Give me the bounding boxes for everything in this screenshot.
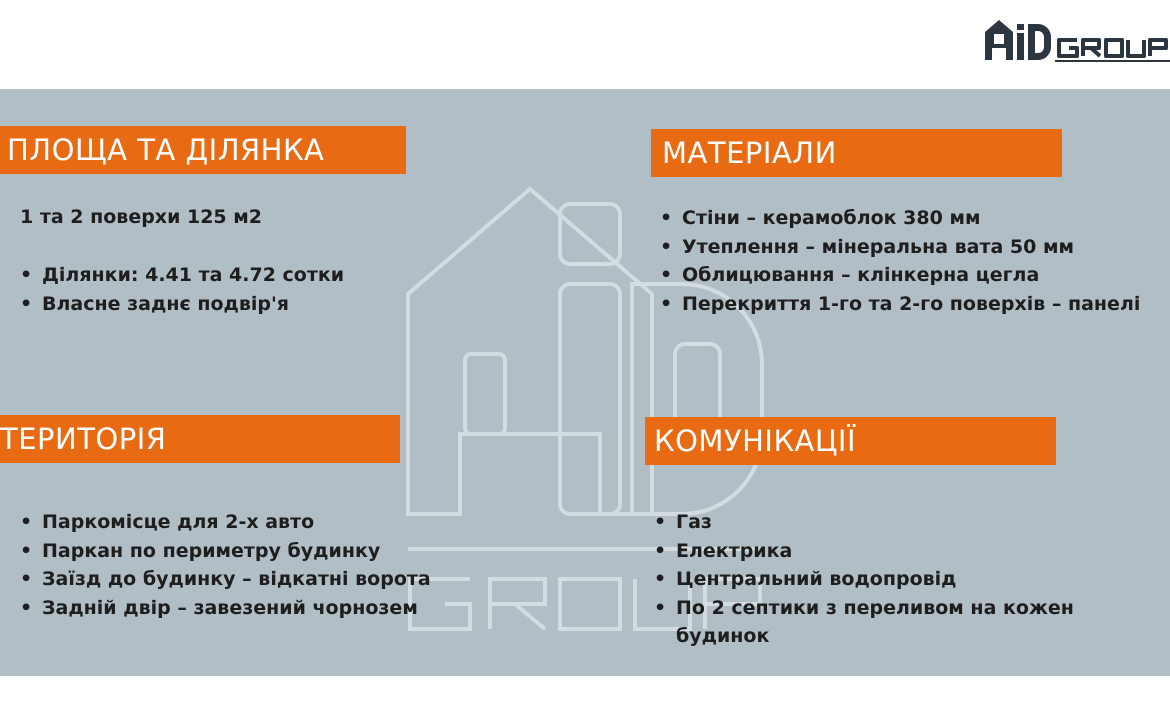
materials-section-title: МАТЕРІАЛИ [651, 129, 1062, 177]
list-item: • Власне заднє подвір'я [20, 290, 400, 319]
list-item: • Ділянки: 4.41 та 4.72 сотки [20, 261, 400, 290]
content-panel [0, 89, 1170, 676]
territory-section-title: ТЕРИТОРІЯ [0, 415, 400, 463]
aid-group-logo [985, 18, 1170, 62]
list-item: • Паркомісце для 2-х авто [20, 508, 500, 537]
list-item: • По 2 септики з переливом на кожен будинок [654, 594, 1074, 651]
list-item: • Перекриття 1-го та 2-го поверхів – панелі [660, 290, 1150, 319]
list-item: • Облицювання – клінкерна цегла [660, 261, 1150, 290]
list-item: • Утеплення – мінеральна вата 50 мм [660, 233, 1150, 262]
materials-list [660, 204, 1150, 318]
list-item: • Паркан по периметру будинку [20, 537, 500, 566]
area-list [20, 261, 400, 318]
floors-area-text: 1 та 2 поверхи 125 м2 [20, 206, 263, 228]
utilities-list [654, 508, 1074, 651]
list-item: • Заїзд до будинку – відкатні ворота [20, 565, 500, 594]
list-item: • Газ [654, 508, 1074, 537]
area-section-title: ПЛОЩА ТА ДІЛЯНКА [0, 126, 406, 174]
utilities-section-title: КОМУНІКАЦІЇ [645, 417, 1056, 465]
list-item: • Задній двір – завезений чорнозем [20, 594, 500, 623]
list-item: • Центральний водопровід [654, 565, 1074, 594]
list-item: • Електрика [654, 537, 1074, 566]
territory-list [20, 508, 500, 622]
list-item: • Стіни – керамоблок 380 мм [660, 204, 1150, 233]
